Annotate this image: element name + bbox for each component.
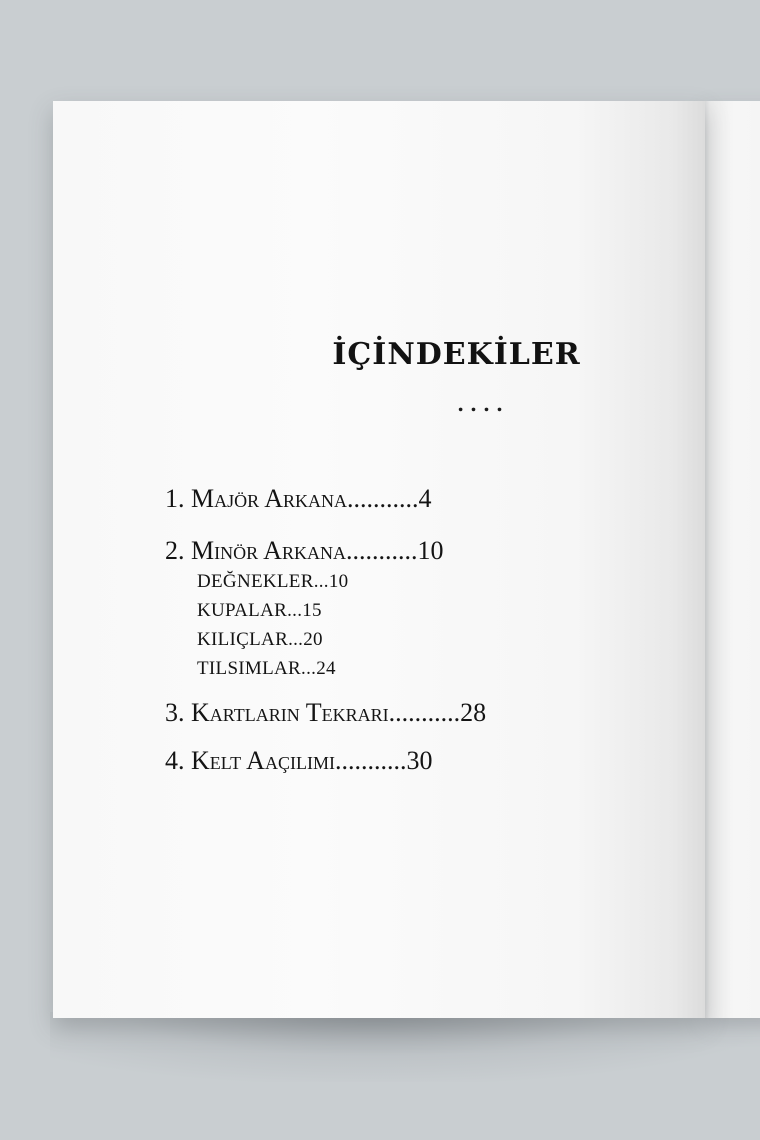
toc-subentry-degnekler: [165, 567, 685, 596]
toc-subentry-kupalar: [165, 596, 685, 625]
entry-label: Minör Arkana: [191, 536, 346, 565]
entry-number: 4.: [165, 746, 185, 775]
toc-subentry-tilsimlar: [165, 654, 685, 683]
entry-leader: ...........: [388, 698, 461, 727]
entry-page: 10: [417, 536, 444, 565]
subentry-leader: ...: [288, 629, 304, 650]
subentry-label: KUPALAR: [197, 600, 288, 621]
subentry-page: 10: [328, 571, 349, 592]
right-page-edge: [704, 101, 760, 1018]
left-page: [53, 101, 705, 1018]
subentry-label: DEĞNEKLER: [197, 571, 314, 592]
toc-entry-4: [165, 745, 685, 777]
entry-label: Majör Arkana: [191, 484, 347, 513]
toc-subentry-kiliclar: [165, 625, 685, 654]
entry-leader: ...........: [334, 746, 407, 775]
entry-page: 4: [418, 484, 432, 513]
subentry-page: 20: [303, 629, 323, 650]
subentry-leader: ...: [287, 600, 303, 621]
subentry-label: KILIÇLAR: [197, 629, 289, 650]
entry-leader: ...........: [345, 536, 418, 565]
subentry-page: 24: [316, 658, 336, 679]
toc-entry-1: [165, 483, 685, 515]
entry-number: 1.: [165, 484, 185, 513]
toc-entry-3: [165, 697, 685, 729]
entry-leader: ...........: [346, 484, 419, 513]
book-shadow: [50, 1012, 760, 1082]
subentry-leader: ...: [313, 571, 329, 592]
subentry-label: TILSIMLAR: [197, 658, 302, 679]
entry-number: 3.: [165, 698, 185, 727]
entry-number: 2.: [165, 536, 185, 565]
toc-title: İÇİNDEKİLER: [332, 337, 581, 372]
entry-page: 30: [406, 746, 433, 775]
entry-label: Kelt Aaçılımı: [191, 746, 335, 775]
title-ornament: ....: [457, 392, 509, 416]
toc-entry-2: [165, 535, 685, 567]
entry-page: 28: [460, 698, 487, 727]
toc-list: [165, 481, 685, 777]
subentry-page: 15: [302, 600, 322, 621]
entry-label: Kartların Tekrarı: [191, 698, 389, 727]
subentry-leader: ...: [301, 658, 317, 679]
